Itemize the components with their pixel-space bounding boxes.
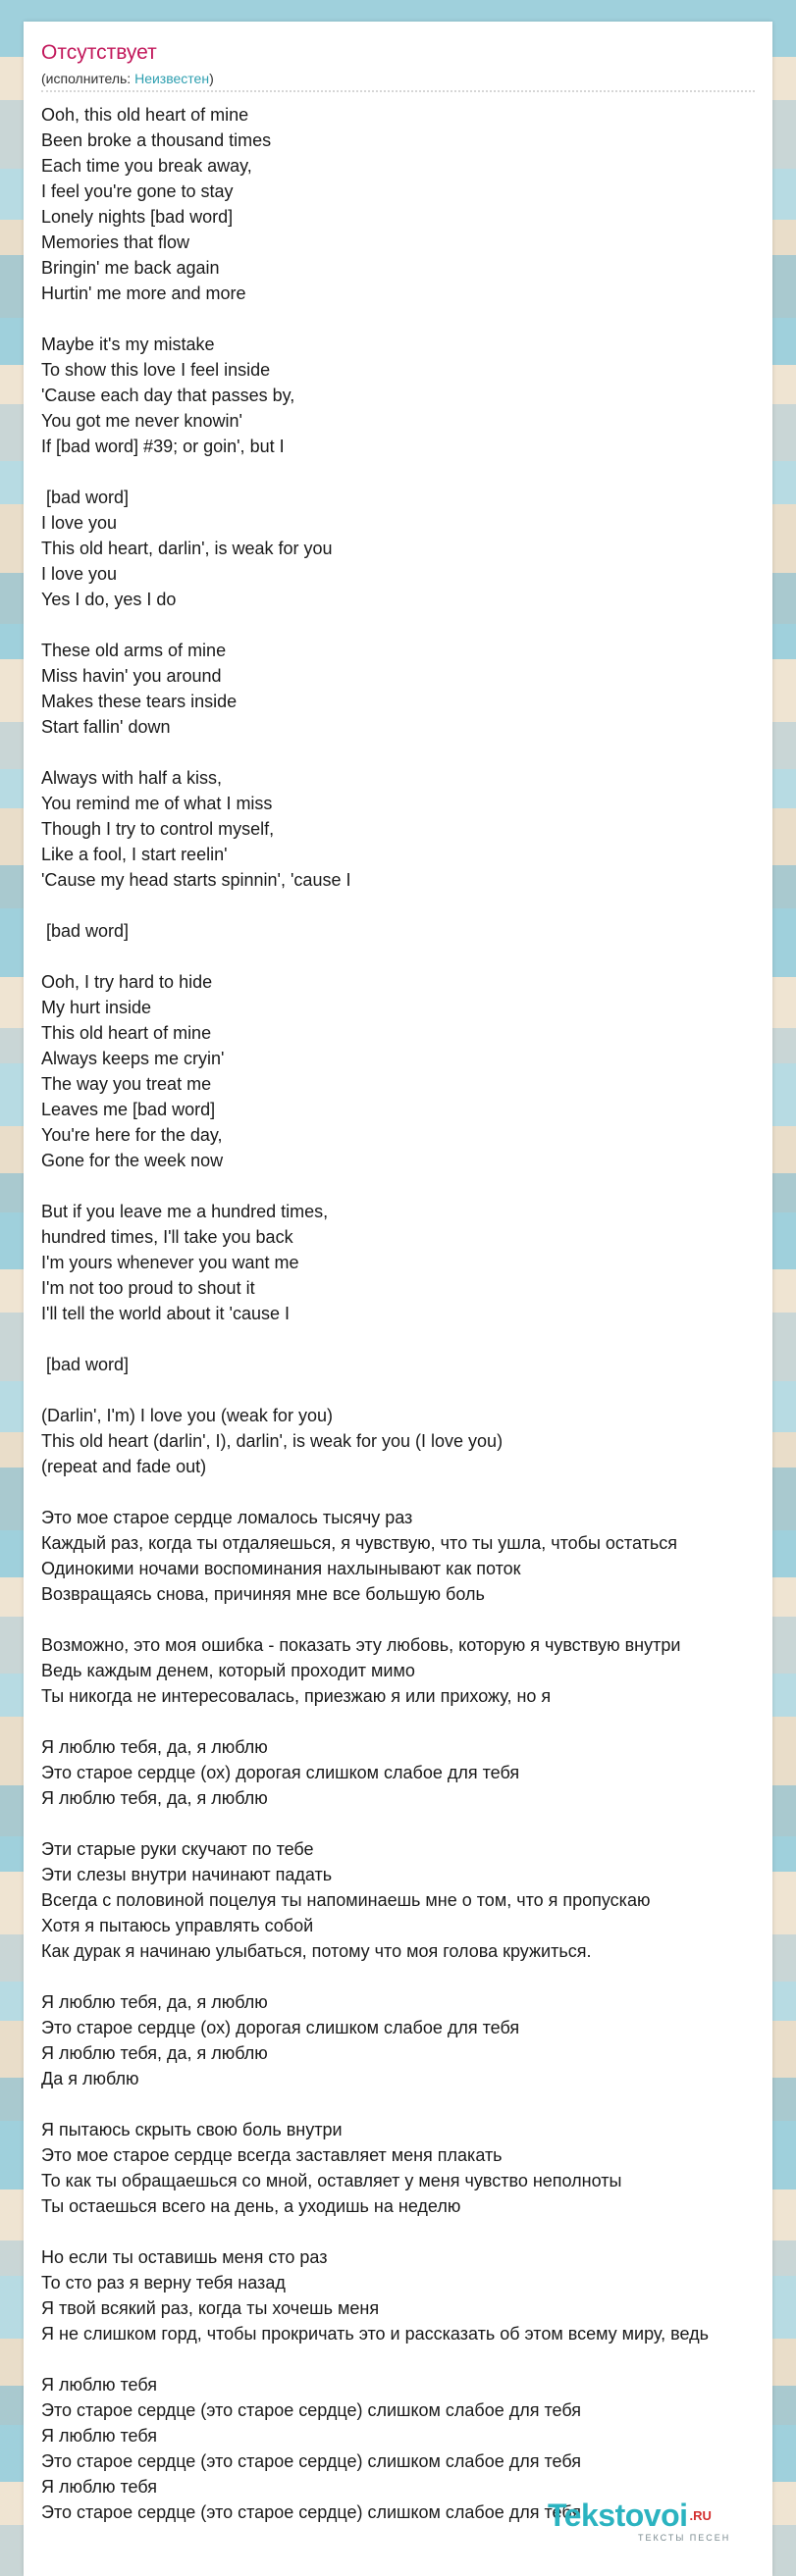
lyric-line: Always with half a kiss, <box>41 768 223 788</box>
tekstovoi-logo[interactable] <box>548 2496 731 2543</box>
lyric-line: Я люблю тебя, да, я люблю <box>41 2043 268 2063</box>
logo-tagline: ТЕКСТЫ ПЕСЕН <box>638 2533 731 2543</box>
lyric-line <box>41 2219 772 2244</box>
logo-text: Tekstovoi <box>548 2498 688 2533</box>
lyrics-card <box>24 22 772 2576</box>
lyric-line: Though I try to control myself, <box>41 819 275 839</box>
lyric-line: Как дурак я начинаю улыбаться, потому что моя голова кружиться. <box>41 1941 592 1961</box>
lyric-line: 'Cause each day that passes by, <box>41 386 295 405</box>
lyric-line <box>41 1479 772 1505</box>
artist-prefix: (исполнитель: <box>41 71 135 86</box>
lyric-line: My hurt inside <box>41 998 152 1017</box>
lyric-line: Возможно, это моя ошибка - показать эту любовь, которую я чувствую внутри <box>41 1635 681 1655</box>
lyric-line: Я люблю тебя, да, я люблю <box>41 1788 268 1808</box>
lyric-line <box>41 1377 772 1403</box>
lyric-line: Gone for the week now <box>41 1151 224 1170</box>
lyric-line: Start fallin' down <box>41 717 171 737</box>
lyric-line: Одинокими ночами воспоминания нахлынывают как поток <box>41 1559 521 1578</box>
lyric-line: Я люблю тебя, да, я люблю <box>41 1992 268 2012</box>
lyric-line: Это старое сердце (это старое сердце) слишком слабое для тебя <box>41 2400 582 2420</box>
lyric-line: Эти слезы внутри начинают падать <box>41 1865 333 1884</box>
lyric-line: Это мое старое сердце всегда заставляет меня плакать <box>41 2145 503 2165</box>
lyric-line <box>41 1709 772 1734</box>
lyric-line <box>41 306 772 332</box>
lyric-line: Я твой всякий раз, когда ты хочешь меня <box>41 2298 380 2318</box>
lyric-line: Это старое сердце (ох) дорогая слишком слабое для тебя <box>41 1763 520 1782</box>
lyric-line: Это старое сердце (это старое сердце) слишком слабое для тебя <box>41 2451 582 2471</box>
lyric-line <box>41 2346 772 2372</box>
lyric-line: This old heart (darlin', I), darlin', is weak for you (I love you) <box>41 1431 504 1451</box>
lyric-line: То как ты обращаешься со мной, оставляет у меня чувство неполноты <box>41 2171 622 2190</box>
lyric-line: Я люблю тебя, да, я люблю <box>41 1737 268 1757</box>
lyric-line <box>41 459 772 485</box>
lyric-line: То сто раз я верну тебя назад <box>41 2273 286 2293</box>
lyric-line <box>41 2091 772 2117</box>
lyric-line: [bad word] <box>41 1355 130 1374</box>
lyric-line: Lonely nights [bad word] <box>41 207 234 227</box>
lyric-line: Ooh, I try hard to hide <box>41 972 213 992</box>
lyric-line <box>41 1607 772 1632</box>
lyric-line: (Darlin', I'm) I love you (weak for you) <box>41 1406 333 1425</box>
lyric-line: I'll tell the world about it 'cause I <box>41 1304 291 1323</box>
lyric-line: Я люблю тебя <box>41 2426 158 2446</box>
lyric-line: Makes these tears inside <box>41 692 238 711</box>
lyric-line: Всегда с половиной поцелуя ты напоминаешь мне о том, что я пропускаю <box>41 1890 651 1910</box>
lyric-line: [bad word] <box>41 921 130 941</box>
lyric-line: The way you treat me <box>41 1074 212 1094</box>
lyric-line: Я люблю тебя <box>41 2375 158 2395</box>
lyric-line: [bad word] <box>41 488 130 507</box>
artist-line <box>41 71 214 86</box>
lyric-line: You're here for the day, <box>41 1125 223 1145</box>
lyric-line: I love you <box>41 513 118 533</box>
lyric-line: Each time you break away, <box>41 156 252 176</box>
lyric-line: Bringin' me back again <box>41 258 220 278</box>
logo-suffix: .RU <box>689 2508 712 2523</box>
lyric-line: You got me never knowin' <box>41 411 242 431</box>
lyric-line <box>41 1326 772 1352</box>
lyric-line: This old heart, darlin', is weak for you <box>41 539 333 558</box>
lyric-line: Always keeps me cryin' <box>41 1049 225 1068</box>
lyric-line: I'm yours whenever you want me <box>41 1253 299 1272</box>
lyric-line: I love you <box>41 564 118 584</box>
lyric-line: Ведь каждым денем, который проходит мимо <box>41 1661 415 1680</box>
lyric-line: Miss havin' you around <box>41 666 222 686</box>
lyric-line <box>41 740 772 765</box>
lyric-line: Каждый раз, когда ты отдаляешься, я чувствую, что ты ушла, чтобы остаться <box>41 1533 677 1553</box>
lyric-line: Memories that flow <box>41 232 190 252</box>
lyric-line: I feel you're gone to stay <box>41 181 234 201</box>
title-divider <box>41 90 755 92</box>
lyric-line: Возвращаясь снова, причиняя мне все большую боль <box>41 1584 485 1604</box>
lyric-line: Это старое сердце (это старое сердце) слишком слабое для тебя <box>41 2502 582 2522</box>
lyric-line <box>41 1964 772 1989</box>
lyric-line: 'Cause my head starts spinnin', 'cause I <box>41 870 351 890</box>
lyric-line <box>41 944 772 969</box>
lyric-line: Хотя я пытаюсь управлять собой <box>41 1916 314 1935</box>
lyric-line <box>41 1173 772 1199</box>
lyric-line <box>41 1811 772 1836</box>
lyric-line: Maybe it's my mistake <box>41 335 215 354</box>
lyric-line <box>41 612 772 638</box>
artist-suffix: ) <box>209 71 214 86</box>
lyric-line: I'm not too proud to shout it <box>41 1278 255 1298</box>
lyric-line: You remind me of what I miss <box>41 794 273 813</box>
lyric-line: Эти старые руки скучают по тебе <box>41 1839 314 1859</box>
lyric-line: This old heart of mine <box>41 1023 212 1043</box>
lyric-line: Yes I do, yes I do <box>41 590 177 609</box>
lyric-line: Я пытаюсь скрыть свою боль внутри <box>41 2120 343 2139</box>
lyric-line: Leaves me [bad word] <box>41 1100 216 1119</box>
lyric-line: hundred times, I'll take you back <box>41 1227 293 1247</box>
artist-link[interactable]: Неизвестен <box>134 71 210 86</box>
lyric-line: If [bad word] #39; or goin', but I <box>41 437 285 456</box>
lyric-line: Ты никогда не интересовалась, приезжаю я или прихожу, но я <box>41 1686 552 1706</box>
lyric-line: Я не слишком горд, чтобы прокричать это и рассказать об этом всему миру, ведь <box>41 2324 709 2344</box>
lyric-line: Я люблю тебя <box>41 2477 158 2497</box>
lyric-line: Но если ты оставишь меня сто раз <box>41 2247 328 2267</box>
lyric-line: But if you leave me a hundred times, <box>41 1202 329 1221</box>
lyric-line: Like a fool, I start reelin' <box>41 845 228 864</box>
lyric-line: Hurtin' me more and more <box>41 283 246 303</box>
lyric-line: Это мое старое сердце ломалось тысячу раз <box>41 1508 413 1527</box>
lyric-line: Been broke a thousand times <box>41 130 272 150</box>
lyrics-text <box>41 102 772 2525</box>
lyric-line: These old arms of mine <box>41 641 227 660</box>
lyric-line: Это старое сердце (ох) дорогая слишком слабое для тебя <box>41 2018 520 2037</box>
lyric-line: Ooh, this old heart of mine <box>41 105 249 125</box>
lyric-line: Ты остаешься всего на день, а уходишь на неделю <box>41 2196 461 2216</box>
lyric-line: Да я люблю <box>41 2069 139 2088</box>
page-title: Отсутствует <box>41 41 157 64</box>
lyric-line: (repeat and fade out) <box>41 1457 207 1476</box>
lyric-line <box>41 893 772 918</box>
lyric-line: To show this love I feel inside <box>41 360 271 380</box>
